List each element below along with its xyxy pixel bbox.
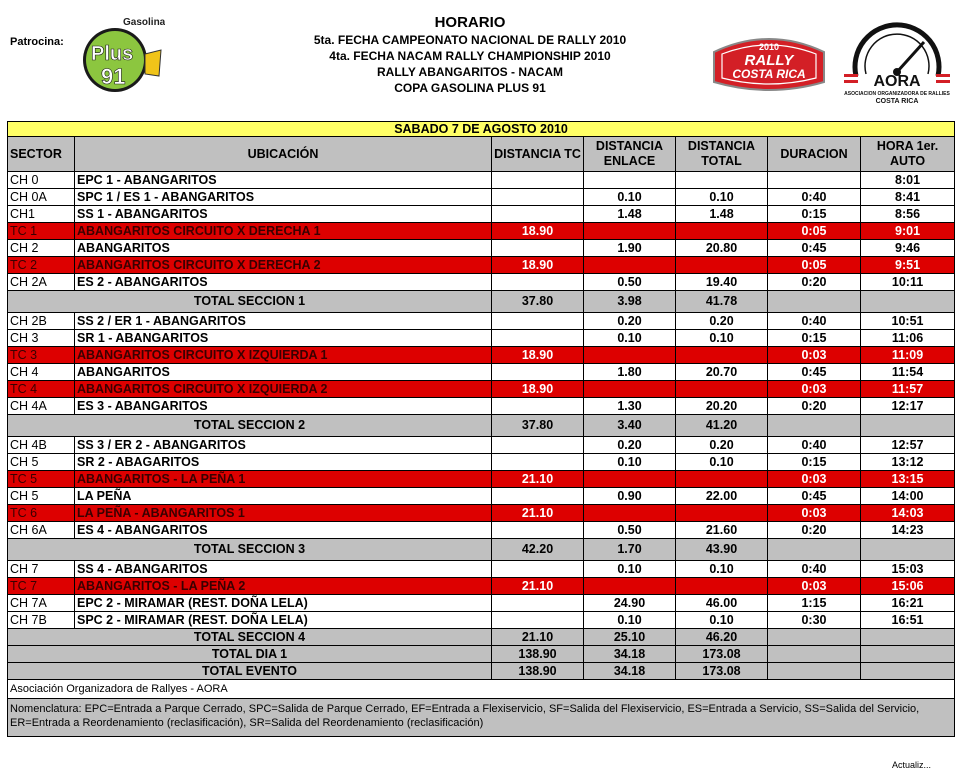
location-cell: ABANGARITOS bbox=[75, 364, 492, 381]
total-distancia-enlace: 3.98 bbox=[584, 291, 676, 313]
location-cell: ABANGARITOS CIRCUITO X IZQUIERDA 2 bbox=[75, 381, 492, 398]
sponsor-label: Patrocina: bbox=[10, 36, 64, 48]
table-title: SABADO 7 DE AGOSTO 2010 bbox=[8, 122, 955, 137]
plus-logo-num: 91 bbox=[101, 64, 126, 89]
total-distancia-total: 46.20 bbox=[676, 629, 768, 646]
sector-cell: CH 7A bbox=[8, 595, 75, 612]
duracion-cell: 0:40 bbox=[768, 189, 861, 206]
distancia-total-cell bbox=[676, 578, 768, 595]
table-row bbox=[8, 206, 955, 223]
location-cell: SS 2 / ER 1 - ABANGARITOS bbox=[75, 313, 492, 330]
distancia-tc-cell bbox=[492, 437, 584, 454]
distancia-enlace-cell: 0.90 bbox=[584, 488, 676, 505]
table-row bbox=[8, 189, 955, 206]
distancia-enlace-cell: 0.50 bbox=[584, 274, 676, 291]
distancia-tc-cell: 18.90 bbox=[492, 223, 584, 240]
hora-cell: 15:03 bbox=[861, 561, 955, 578]
sector-cell: TC 2 bbox=[8, 257, 75, 274]
empty-cell bbox=[861, 646, 955, 663]
total-distancia-tc: 138.90 bbox=[492, 646, 584, 663]
distancia-enlace-cell bbox=[584, 505, 676, 522]
duracion-cell: 0:15 bbox=[768, 206, 861, 223]
table-row bbox=[8, 454, 955, 471]
org-footer: Asociación Organizadora de Rallyes - AORA bbox=[8, 680, 955, 699]
distancia-total-cell: 46.00 bbox=[676, 595, 768, 612]
hora-cell: 13:15 bbox=[861, 471, 955, 488]
tail-note: Actualiz... bbox=[892, 760, 932, 770]
distancia-enlace-cell bbox=[584, 381, 676, 398]
sector-cell: TC 7 bbox=[8, 578, 75, 595]
duracion-cell: 0:05 bbox=[768, 223, 861, 240]
sector-cell: CH1 bbox=[8, 206, 75, 223]
col-header-ubicacion: UBICACIÓN bbox=[75, 137, 492, 172]
distancia-enlace-cell bbox=[584, 578, 676, 595]
distancia-total-cell: 0.10 bbox=[676, 454, 768, 471]
header-line-4: COPA GASOLINA PLUS 91 bbox=[394, 81, 546, 95]
header-line-1: 5ta. FECHA CAMPEONATO NACIONAL DE RALLY 2010 bbox=[313, 33, 627, 47]
distancia-enlace-cell: 0.50 bbox=[584, 522, 676, 539]
distancia-tc-cell bbox=[492, 172, 584, 189]
distancia-total-cell bbox=[676, 471, 768, 488]
total-distancia-total: 43.90 bbox=[676, 539, 768, 561]
distancia-total-cell: 19.40 bbox=[676, 274, 768, 291]
location-cell: SPC 1 / ES 1 - ABANGARITOS bbox=[75, 189, 492, 206]
sector-cell: CH 6A bbox=[8, 522, 75, 539]
distancia-enlace-cell: 24.90 bbox=[584, 595, 676, 612]
total-row bbox=[8, 663, 955, 680]
distancia-tc-cell: 21.10 bbox=[492, 471, 584, 488]
empty-cell bbox=[768, 629, 861, 646]
distancia-enlace-cell: 1.30 bbox=[584, 398, 676, 415]
col-header-sector: SECTOR bbox=[8, 137, 75, 172]
rally-logo-country: COSTA RICA bbox=[732, 67, 806, 81]
sector-cell: CH 0 bbox=[8, 172, 75, 189]
table-row bbox=[8, 595, 955, 612]
rally-logo-word: RALLY bbox=[744, 52, 794, 69]
distancia-total-cell: 20.20 bbox=[676, 398, 768, 415]
distancia-tc-cell bbox=[492, 398, 584, 415]
sector-cell: CH 4A bbox=[8, 398, 75, 415]
rally-logo-year: 2010 bbox=[758, 42, 780, 52]
location-cell: ABANGARITOS CIRCUITO X DERECHA 2 bbox=[75, 257, 492, 274]
duracion-cell: 0:03 bbox=[768, 505, 861, 522]
total-row bbox=[8, 539, 955, 561]
empty-cell bbox=[768, 539, 861, 561]
location-cell: ABANGARITOS CIRCUITO X DERECHA 1 bbox=[75, 223, 492, 240]
distancia-enlace-cell: 1.80 bbox=[584, 364, 676, 381]
hora-cell: 9:51 bbox=[861, 257, 955, 274]
location-cell: ABANGARITOS - LA PEÑA 2 bbox=[75, 578, 492, 595]
sector-cell: TC 5 bbox=[8, 471, 75, 488]
stage-row bbox=[8, 471, 955, 488]
sector-cell: CH 0A bbox=[8, 189, 75, 206]
distancia-total-cell: 0.10 bbox=[676, 612, 768, 629]
distancia-total-cell: 21.60 bbox=[676, 522, 768, 539]
distancia-tc-cell bbox=[492, 612, 584, 629]
hora-cell: 13:12 bbox=[861, 454, 955, 471]
duracion-cell: 0:40 bbox=[768, 313, 861, 330]
total-distancia-total: 173.08 bbox=[676, 663, 768, 680]
col-header-distancia-enlace: DISTANCIA ENLACE bbox=[584, 137, 676, 172]
empty-cell bbox=[768, 646, 861, 663]
empty-cell bbox=[861, 663, 955, 680]
sector-cell: TC 6 bbox=[8, 505, 75, 522]
plus91-logo bbox=[75, 14, 165, 100]
distancia-tc-cell bbox=[492, 595, 584, 612]
table-header-row bbox=[8, 137, 955, 172]
location-cell: SR 2 - ABAGARITOS bbox=[75, 454, 492, 471]
stage-row bbox=[8, 381, 955, 398]
stage-row bbox=[8, 223, 955, 240]
duracion-cell: 0:45 bbox=[768, 240, 861, 257]
total-row bbox=[8, 629, 955, 646]
hora-cell: 16:21 bbox=[861, 595, 955, 612]
location-cell: SR 1 - ABANGARITOS bbox=[75, 330, 492, 347]
stage-row bbox=[8, 578, 955, 595]
total-row bbox=[8, 291, 955, 313]
distancia-tc-cell: 18.90 bbox=[492, 381, 584, 398]
empty-cell bbox=[861, 539, 955, 561]
duracion-cell: 0:40 bbox=[768, 561, 861, 578]
sector-cell: CH 2B bbox=[8, 313, 75, 330]
hora-cell: 14:03 bbox=[861, 505, 955, 522]
duracion-cell: 0:03 bbox=[768, 471, 861, 488]
sector-cell: CH 4 bbox=[8, 364, 75, 381]
distancia-total-cell bbox=[676, 257, 768, 274]
location-cell: ES 3 - ABANGARITOS bbox=[75, 398, 492, 415]
total-label: TOTAL DIA 1 bbox=[8, 646, 492, 663]
sector-cell: CH 4B bbox=[8, 437, 75, 454]
schedule-table bbox=[7, 121, 955, 737]
location-cell: ABANGARITOS - LA PEÑA 1 bbox=[75, 471, 492, 488]
aora-logo-sub1: ASOCIACION ORGANIZADORA DE RALLIES bbox=[844, 91, 950, 97]
total-row bbox=[8, 646, 955, 663]
location-cell: ABANGARITOS bbox=[75, 240, 492, 257]
distancia-tc-cell bbox=[492, 206, 584, 223]
org-footer-row bbox=[8, 680, 955, 699]
duracion-cell bbox=[768, 172, 861, 189]
duracion-cell: 1:15 bbox=[768, 595, 861, 612]
sector-cell: CH 7B bbox=[8, 612, 75, 629]
nomenclature-row bbox=[8, 699, 955, 737]
sector-cell: CH 7 bbox=[8, 561, 75, 578]
stage-row bbox=[8, 257, 955, 274]
table-row bbox=[8, 240, 955, 257]
distancia-total-cell: 0.10 bbox=[676, 561, 768, 578]
hora-cell: 11:54 bbox=[861, 364, 955, 381]
distancia-total-cell: 0.20 bbox=[676, 437, 768, 454]
total-distancia-total: 173.08 bbox=[676, 646, 768, 663]
distancia-enlace-cell bbox=[584, 223, 676, 240]
distancia-total-cell: 0.10 bbox=[676, 189, 768, 206]
location-cell: LA PEÑA - ABANGARITOS 1 bbox=[75, 505, 492, 522]
distancia-enlace-cell: 0.20 bbox=[584, 437, 676, 454]
location-cell: SS 1 - ABANGARITOS bbox=[75, 206, 492, 223]
table-row bbox=[8, 561, 955, 578]
col-header-distancia-tc: DISTANCIA TC bbox=[492, 137, 584, 172]
total-distancia-total: 41.78 bbox=[676, 291, 768, 313]
total-distancia-enlace: 1.70 bbox=[584, 539, 676, 561]
sector-cell: CH 2A bbox=[8, 274, 75, 291]
duracion-cell: 0:45 bbox=[768, 488, 861, 505]
header-title: HORARIO bbox=[434, 14, 506, 31]
distancia-total-cell: 1.48 bbox=[676, 206, 768, 223]
total-distancia-enlace: 34.18 bbox=[584, 646, 676, 663]
hora-cell: 8:41 bbox=[861, 189, 955, 206]
empty-cell bbox=[861, 291, 955, 313]
hora-cell: 9:01 bbox=[861, 223, 955, 240]
distancia-tc-cell bbox=[492, 522, 584, 539]
duracion-cell: 0:15 bbox=[768, 330, 861, 347]
plus-logo-top: Gasolina bbox=[123, 17, 165, 28]
location-cell: SS 3 / ER 2 - ABANGARITOS bbox=[75, 437, 492, 454]
location-cell: EPC 2 - MIRAMAR (REST. DOÑA LELA) bbox=[75, 595, 492, 612]
distancia-tc-cell bbox=[492, 488, 584, 505]
total-distancia-enlace: 34.18 bbox=[584, 663, 676, 680]
col-header-hora: HORA 1er. AUTO bbox=[861, 137, 955, 172]
hora-cell: 12:57 bbox=[861, 437, 955, 454]
hora-cell: 12:17 bbox=[861, 398, 955, 415]
hora-cell: 11:09 bbox=[861, 347, 955, 364]
empty-cell bbox=[768, 415, 861, 437]
distancia-total-cell bbox=[676, 172, 768, 189]
distancia-enlace-cell: 0.10 bbox=[584, 561, 676, 578]
distancia-tc-cell bbox=[492, 274, 584, 291]
hora-cell: 10:51 bbox=[861, 313, 955, 330]
col-header-duracion: DURACION bbox=[768, 137, 861, 172]
distancia-tc-cell: 18.90 bbox=[492, 257, 584, 274]
duracion-cell: 0:03 bbox=[768, 381, 861, 398]
duracion-cell: 0:40 bbox=[768, 437, 861, 454]
distancia-total-cell: 20.70 bbox=[676, 364, 768, 381]
duracion-cell: 0:03 bbox=[768, 347, 861, 364]
table-row bbox=[8, 313, 955, 330]
sector-cell: TC 3 bbox=[8, 347, 75, 364]
distancia-tc-cell bbox=[492, 454, 584, 471]
duracion-cell: 0:20 bbox=[768, 522, 861, 539]
stage-row bbox=[8, 505, 955, 522]
total-distancia-total: 41.20 bbox=[676, 415, 768, 437]
location-cell: SPC 2 - MIRAMAR (REST. DOÑA LELA) bbox=[75, 612, 492, 629]
total-label: TOTAL SECCION 2 bbox=[8, 415, 492, 437]
total-label: TOTAL EVENTO bbox=[8, 663, 492, 680]
total-label: TOTAL SECCION 1 bbox=[8, 291, 492, 313]
sector-cell: CH 2 bbox=[8, 240, 75, 257]
hora-cell: 14:23 bbox=[861, 522, 955, 539]
table-row bbox=[8, 398, 955, 415]
total-distancia-tc: 138.90 bbox=[492, 663, 584, 680]
hora-cell: 8:01 bbox=[861, 172, 955, 189]
duracion-cell: 0:03 bbox=[768, 578, 861, 595]
col-header-distancia-total: DISTANCIA TOTAL bbox=[676, 137, 768, 172]
total-distancia-tc: 37.80 bbox=[492, 291, 584, 313]
total-row bbox=[8, 415, 955, 437]
duracion-cell: 0:30 bbox=[768, 612, 861, 629]
empty-cell bbox=[861, 629, 955, 646]
distancia-tc-cell bbox=[492, 364, 584, 381]
distancia-enlace-cell bbox=[584, 257, 676, 274]
distancia-tc-cell bbox=[492, 313, 584, 330]
distancia-tc-cell: 18.90 bbox=[492, 347, 584, 364]
distancia-enlace-cell bbox=[584, 347, 676, 364]
aora-logo-sub2: COSTA RICA bbox=[875, 98, 919, 105]
distancia-tc-cell bbox=[492, 330, 584, 347]
table-row bbox=[8, 172, 955, 189]
empty-cell bbox=[861, 415, 955, 437]
duracion-cell: 0:20 bbox=[768, 398, 861, 415]
distancia-total-cell: 20.80 bbox=[676, 240, 768, 257]
distancia-enlace-cell bbox=[584, 172, 676, 189]
hora-cell: 10:11 bbox=[861, 274, 955, 291]
distancia-total-cell bbox=[676, 505, 768, 522]
document-header bbox=[0, 0, 962, 118]
table-row bbox=[8, 522, 955, 539]
distancia-enlace-cell: 0.10 bbox=[584, 330, 676, 347]
distancia-enlace-cell: 1.48 bbox=[584, 206, 676, 223]
distancia-enlace-cell: 0.10 bbox=[584, 189, 676, 206]
distancia-total-cell: 0.10 bbox=[676, 330, 768, 347]
sector-cell: TC 4 bbox=[8, 381, 75, 398]
location-cell: LA PEÑA bbox=[75, 488, 492, 505]
table-title-row bbox=[8, 122, 955, 137]
hora-cell: 14:00 bbox=[861, 488, 955, 505]
sector-cell: TC 1 bbox=[8, 223, 75, 240]
aora-logo bbox=[838, 16, 956, 108]
header-line-2: 4ta. FECHA NACAM RALLY CHAMPIONSHIP 2010 bbox=[329, 49, 611, 63]
distancia-total-cell bbox=[676, 223, 768, 240]
duracion-cell: 0:20 bbox=[768, 274, 861, 291]
hora-cell: 11:06 bbox=[861, 330, 955, 347]
nomenclature: Nomenclatura: EPC=Entrada a Parque Cerrado, SPC=Salida de Parque Cerrado, EF=Entrada a Flexiservicio, SF=Salida del Flexiservicio, ES=Entrada a Servicio, SS=Salida del Servicio, ER=Entrada a Reordenamiento (reclasificación), SR=Salida del Reordenamiento (reclasificación) bbox=[8, 699, 955, 737]
total-label: TOTAL SECCION 4 bbox=[8, 629, 492, 646]
distancia-total-cell bbox=[676, 347, 768, 364]
location-cell: ES 2 - ABANGARITOS bbox=[75, 274, 492, 291]
distancia-tc-cell: 21.10 bbox=[492, 578, 584, 595]
location-cell: EPC 1 - ABANGARITOS bbox=[75, 172, 492, 189]
hora-cell: 15:06 bbox=[861, 578, 955, 595]
duracion-cell: 0:45 bbox=[768, 364, 861, 381]
table-row bbox=[8, 437, 955, 454]
distancia-total-cell bbox=[676, 381, 768, 398]
header-title-block bbox=[250, 14, 690, 97]
distancia-tc-cell bbox=[492, 240, 584, 257]
distancia-tc-cell: 21.10 bbox=[492, 505, 584, 522]
total-distancia-tc: 21.10 bbox=[492, 629, 584, 646]
total-distancia-tc: 42.20 bbox=[492, 539, 584, 561]
distancia-enlace-cell bbox=[584, 471, 676, 488]
total-distancia-enlace: 3.40 bbox=[584, 415, 676, 437]
sector-cell: CH 5 bbox=[8, 454, 75, 471]
plus-logo-main: Plus bbox=[91, 43, 134, 65]
distancia-total-cell: 22.00 bbox=[676, 488, 768, 505]
distancia-enlace-cell: 1.90 bbox=[584, 240, 676, 257]
duracion-cell: 0:15 bbox=[768, 454, 861, 471]
header-line-3: RALLY ABANGARITOS - NACAM bbox=[376, 65, 563, 79]
stage-row bbox=[8, 347, 955, 364]
aora-logo-name: AORA bbox=[873, 73, 921, 90]
hora-cell: 9:46 bbox=[861, 240, 955, 257]
distancia-tc-cell bbox=[492, 189, 584, 206]
table-row bbox=[8, 274, 955, 291]
table-row bbox=[8, 364, 955, 381]
sector-cell: CH 5 bbox=[8, 488, 75, 505]
distancia-tc-cell bbox=[492, 561, 584, 578]
distancia-total-cell: 0.20 bbox=[676, 313, 768, 330]
table-row bbox=[8, 330, 955, 347]
table-row bbox=[8, 488, 955, 505]
empty-cell bbox=[768, 291, 861, 313]
distancia-enlace-cell: 0.10 bbox=[584, 454, 676, 471]
hora-cell: 8:56 bbox=[861, 206, 955, 223]
duracion-cell: 0:05 bbox=[768, 257, 861, 274]
distancia-enlace-cell: 0.10 bbox=[584, 612, 676, 629]
hora-cell: 11:57 bbox=[861, 381, 955, 398]
schedule-body bbox=[8, 172, 955, 680]
total-label: TOTAL SECCION 3 bbox=[8, 539, 492, 561]
hora-cell: 16:51 bbox=[861, 612, 955, 629]
rally-costa-rica-logo bbox=[708, 32, 830, 94]
total-distancia-tc: 37.80 bbox=[492, 415, 584, 437]
total-distancia-enlace: 25.10 bbox=[584, 629, 676, 646]
table-row bbox=[8, 612, 955, 629]
sector-cell: CH 3 bbox=[8, 330, 75, 347]
location-cell: ABANGARITOS CIRCUITO X IZQUIERDA 1 bbox=[75, 347, 492, 364]
empty-cell bbox=[768, 663, 861, 680]
distancia-enlace-cell: 0.20 bbox=[584, 313, 676, 330]
location-cell: ES 4 - ABANGARITOS bbox=[75, 522, 492, 539]
location-cell: SS 4 - ABANGARITOS bbox=[75, 561, 492, 578]
